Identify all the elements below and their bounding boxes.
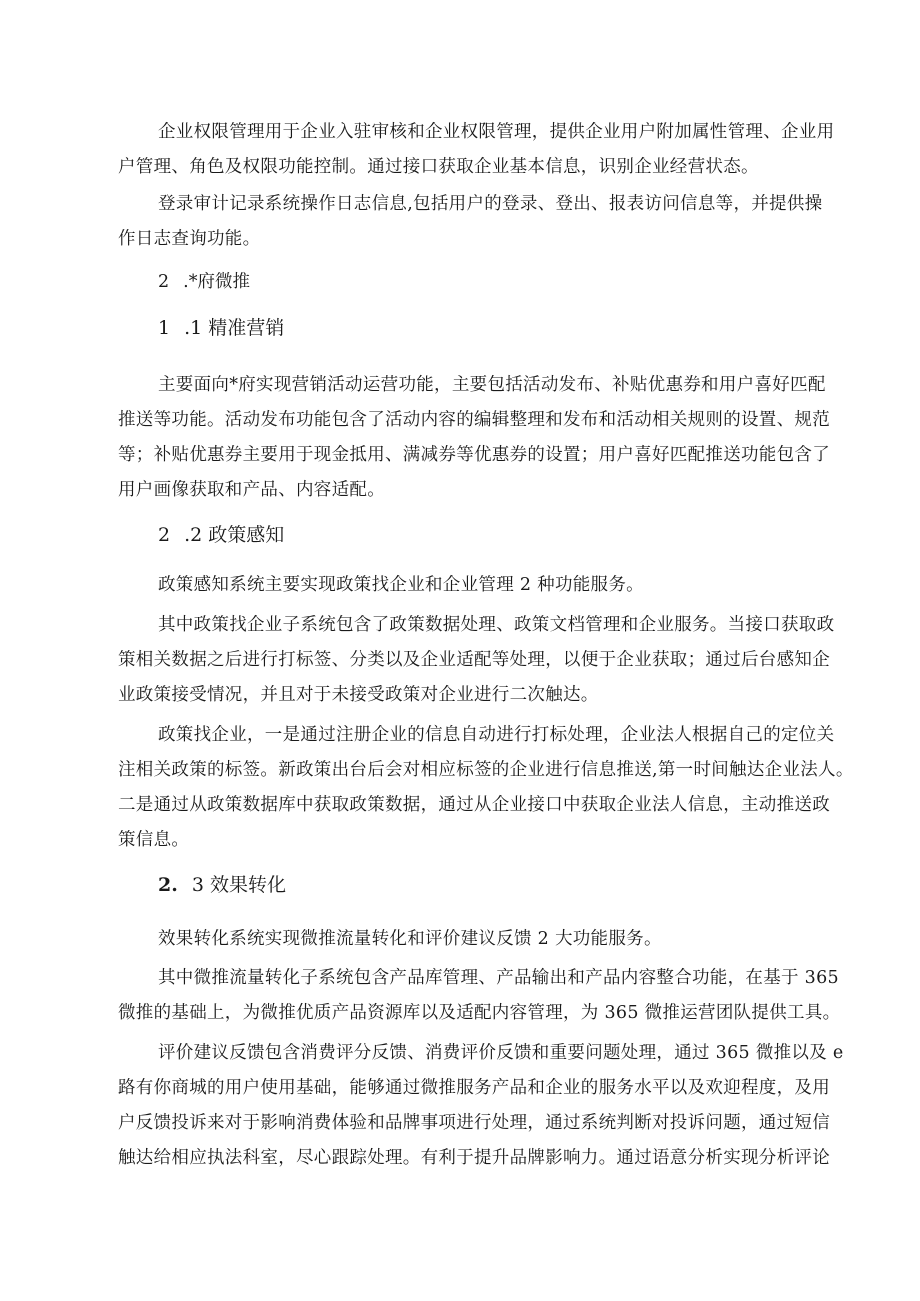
paragraph-line: 等；补贴优惠券主要用于现金抵用、满减券等优惠券的设置；用户喜好匹配推送功能包含了 (118, 445, 830, 465)
heading-title: .1 精准营销 (184, 317, 285, 339)
paragraph-line: 户反馈投诉来对于影响消费体验和品牌事项进行处理，通过系统判断对投诉问题，通过短信 (118, 1113, 830, 1133)
subsection-heading (158, 526, 284, 545)
heading-number: 2 (158, 524, 171, 546)
heading-number: 2. (158, 874, 178, 896)
paragraph-line: 注相关政策的标签。新政策出台后会对相应标签的企业进行信息推送,第一时间触达企业法人。 (118, 760, 854, 780)
paragraph-line: 策信息。 (118, 830, 190, 850)
paragraph-line: 推送等功能。活动发布功能包含了活动内容的编辑整理和发布和活动相关规则的设置、规范 (118, 410, 830, 430)
paragraph-line: 政策感知系统主要实现政策找企业和企业管理 2 种功能服务。 (158, 575, 644, 595)
heading-number: 2 (158, 272, 170, 292)
heading-title: .*府微推 (183, 272, 250, 292)
paragraph-line: 其中微推流量转化子系统包含产品库管理、产品输出和产品内容整合功能，在基于 365 (158, 968, 839, 988)
paragraph-line: 业政策接受情况，并且对于未接受政策对企业进行二次触达。 (118, 685, 599, 705)
paragraph-line: 二是通过从政策数据库中获取政策数据，通过从企业接口中获取企业法人信息，主动推送政 (118, 795, 830, 815)
paragraph-line: 策相关数据之后进行打标签、分类以及企业适配等处理，以便于企业获取；通过后台感知企 (118, 650, 830, 670)
paragraph-line: 触达给相应执法科室，尽心跟踪处理。有利于提升品牌影响力。通过语意分析实现分析评论 (118, 1148, 830, 1168)
paragraph-line: 登录审计记录系统操作日志信息,包括用户的登录、登出、报表访问信息等，并提供操 (158, 194, 823, 214)
section-heading (158, 274, 250, 292)
subsection-heading (158, 319, 284, 338)
paragraph-line: 路有你商城的用户使用基础，能够通过微推服务产品和企业的服务水平以及欢迎程度，及用 (118, 1078, 830, 1098)
paragraph-line: 效果转化系统实现微推流量转化和评价建议反馈 2 大功能服务。 (158, 929, 662, 949)
heading-title: 3 效果转化 (191, 874, 286, 896)
subsection-heading (158, 876, 286, 895)
heading-title: .2 政策感知 (184, 524, 285, 546)
paragraph-line: 微推的基础上，为微推优质产品资源库以及适配内容管理，为 365 微推运营团队提供工具。 (118, 1003, 841, 1023)
paragraph-line: 户管理、角色及权限功能控制。通过接口获取企业基本信息，识别企业经营状态。 (118, 157, 759, 177)
paragraph-line: 作日志查询功能。 (118, 229, 261, 249)
paragraph-line: 企业权限管理用于企业入驻审核和企业权限管理，提供企业用户附加属性管理、企业用 (158, 122, 835, 142)
paragraph-line: 用户画像获取和产品、内容适配。 (118, 480, 385, 500)
paragraph-line: 其中政策找企业子系统包含了政策数据处理、政策文档管理和企业服务。当接口获取政 (158, 615, 835, 635)
heading-number: 1 (158, 317, 171, 339)
paragraph-line: 政策找企业，一是通过注册企业的信息自动进行打标处理，企业法人根据自己的定位关 (158, 725, 835, 745)
paragraph-line: 评价建议反馈包含消费评分反馈、消费评价反馈和重要问题处理，通过 365 微推以及 e (158, 1043, 844, 1063)
paragraph-line: 主要面向*府实现营销活动运营功能，主要包括活动发布、补贴优惠券和用户喜好匹配 (158, 375, 826, 395)
